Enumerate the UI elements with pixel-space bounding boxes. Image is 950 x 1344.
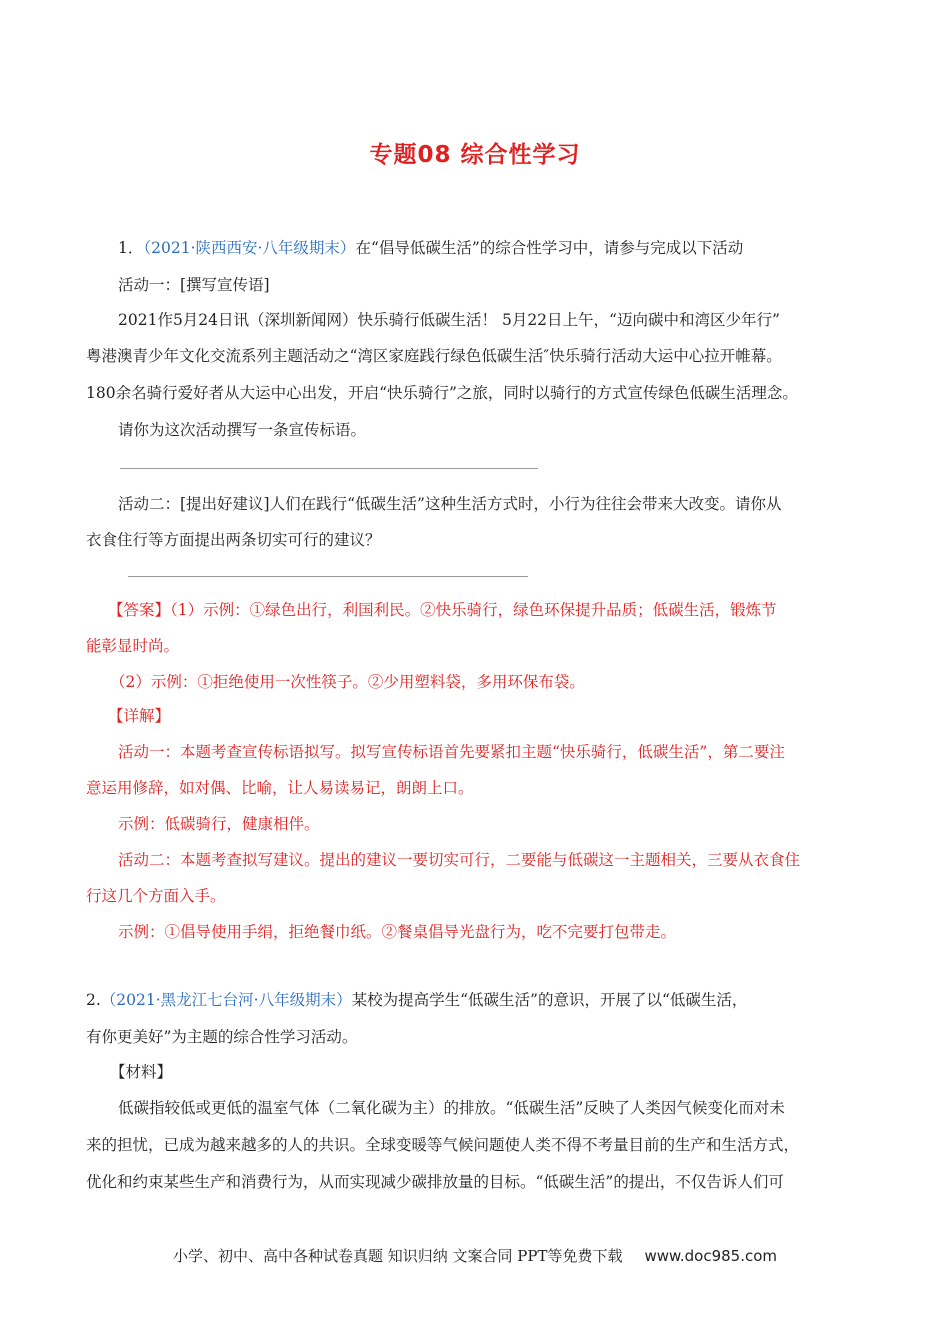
q1-detail-2-example: 示例：①倡导使用手绢，拒绝餐巾纸。②餐桌倡导光盘行为，吃不完要打包带走。 bbox=[118, 923, 677, 941]
detail-tag: 【详解】 bbox=[108, 707, 171, 725]
q2-material-line-1: 低碳指较低或更低的温室气体（二氧化碳为主）的排放。“低碳生活”反映了人类因气候变化而对未 bbox=[118, 1099, 785, 1117]
q2-number: 2. bbox=[86, 991, 101, 1009]
q1-material-line-3: 180余名骑行爱好者从大运中心出发，开启“快乐骑行”之旅，同时以骑行的方式宣传绿色低碳生活理念。 bbox=[86, 384, 798, 402]
q2-source: （2021·黑龙江七台河·八年级期末） bbox=[100, 991, 352, 1009]
q1-prompt: 请你为这次活动撰写一条宣传标语。 bbox=[118, 421, 367, 439]
answer-blank-line-1[interactable] bbox=[120, 468, 538, 469]
q1-detail-1a: 活动一：本题考查宣传标语拟写。拟写宣传标语首先要紧扣主题“快乐骑行，低碳生活”，第二要注 bbox=[118, 743, 785, 761]
q1-activity2-line-2: 衣食住行等方面提出两条切实可行的建议？ bbox=[86, 531, 381, 549]
material-tag: 【材料】 bbox=[110, 1063, 173, 1081]
q2-stem-b: 有你更美好”为主题的综合性学习活动。 bbox=[86, 1028, 358, 1046]
q1-detail-1b: 意运用修辞，如对偶、比喻，让人易读易记，朗朗上口。 bbox=[86, 779, 474, 797]
q2-stem-line bbox=[86, 990, 747, 1010]
page-title: 专题08 综合性学习 bbox=[369, 142, 581, 168]
q2-material-line-3: 优化和约束某些生产和消费行为，从而实现减少碳排放量的目标。“低碳生活”的提出，不仅告诉人们可 bbox=[86, 1173, 784, 1191]
q1-activity2-line-1: 活动二：[提出好建议]人们在践行“低碳生活”这种生活方式时，小行为往往会带来大改变。请你从 bbox=[118, 495, 782, 513]
q1-answer-line-2: 能彰显时尚。 bbox=[86, 637, 180, 655]
footer-text: 小学、初中、高中各种试卷真题 知识归纳 文案合同 PPT等免费下载 bbox=[172, 1247, 623, 1265]
footer-url[interactable]: www.doc985.com bbox=[644, 1247, 778, 1265]
q2-material-line-2: 来的担忧，已成为越来越多的人的共识。全球变暖等气候问题使人类不得不考量目前的生产和生活方式， bbox=[86, 1136, 800, 1154]
q1-detail-2a: 活动二：本题考查拟写建议。提出的建议一要切实可行，二要能与低碳这一主题相关，三要从衣食住 bbox=[118, 851, 801, 869]
q1-activity1-title: 活动一：[撰写宣传语] bbox=[118, 276, 270, 294]
q1-detail-2b: 行这几个方面入手。 bbox=[86, 887, 226, 905]
q1-stem-line bbox=[118, 238, 743, 258]
q1-source: （2021·陕西西安·八年级期末） bbox=[143, 239, 356, 257]
q1-material-line-1: 2021作5月24日讯（深圳新闻网）快乐骑行低碳生活！ 5月22日上午，“迈向碳中和湾区少年行” bbox=[118, 311, 780, 329]
answer-tag: 【答案】 bbox=[108, 601, 171, 619]
page-footer bbox=[0, 1245, 950, 1266]
q1-answer-line-1 bbox=[108, 600, 777, 620]
q1-stem: 在“倡导低碳生活”的综合性学习中，请参与完成以下活动 bbox=[355, 239, 744, 257]
q1-material-line-2: 粤港澳青少年文化交流系列主题活动之“湾区家庭践行绿色低碳生活″快乐骑行活动大运中心拉开帷幕。 bbox=[86, 347, 782, 365]
q1-number: 1． bbox=[118, 239, 144, 257]
q2-stem-a: 某校为提高学生“低碳生活”的意识，开展了以“低碳生活， bbox=[351, 991, 748, 1009]
q1-detail-1-example: 示例：低碳骑行，健康相伴。 bbox=[118, 815, 320, 833]
answer-blank-line-2[interactable] bbox=[128, 576, 528, 577]
q1-answer-1a: （1）示例：①绿色出行，利国利民。②快乐骑行，绿色环保提升品质；低碳生活，锻炼节 bbox=[170, 601, 777, 619]
q1-answer-2: （2）示例：①拒绝使用一次性筷子。②少用塑料袋，多用环保布袋。 bbox=[110, 673, 585, 691]
